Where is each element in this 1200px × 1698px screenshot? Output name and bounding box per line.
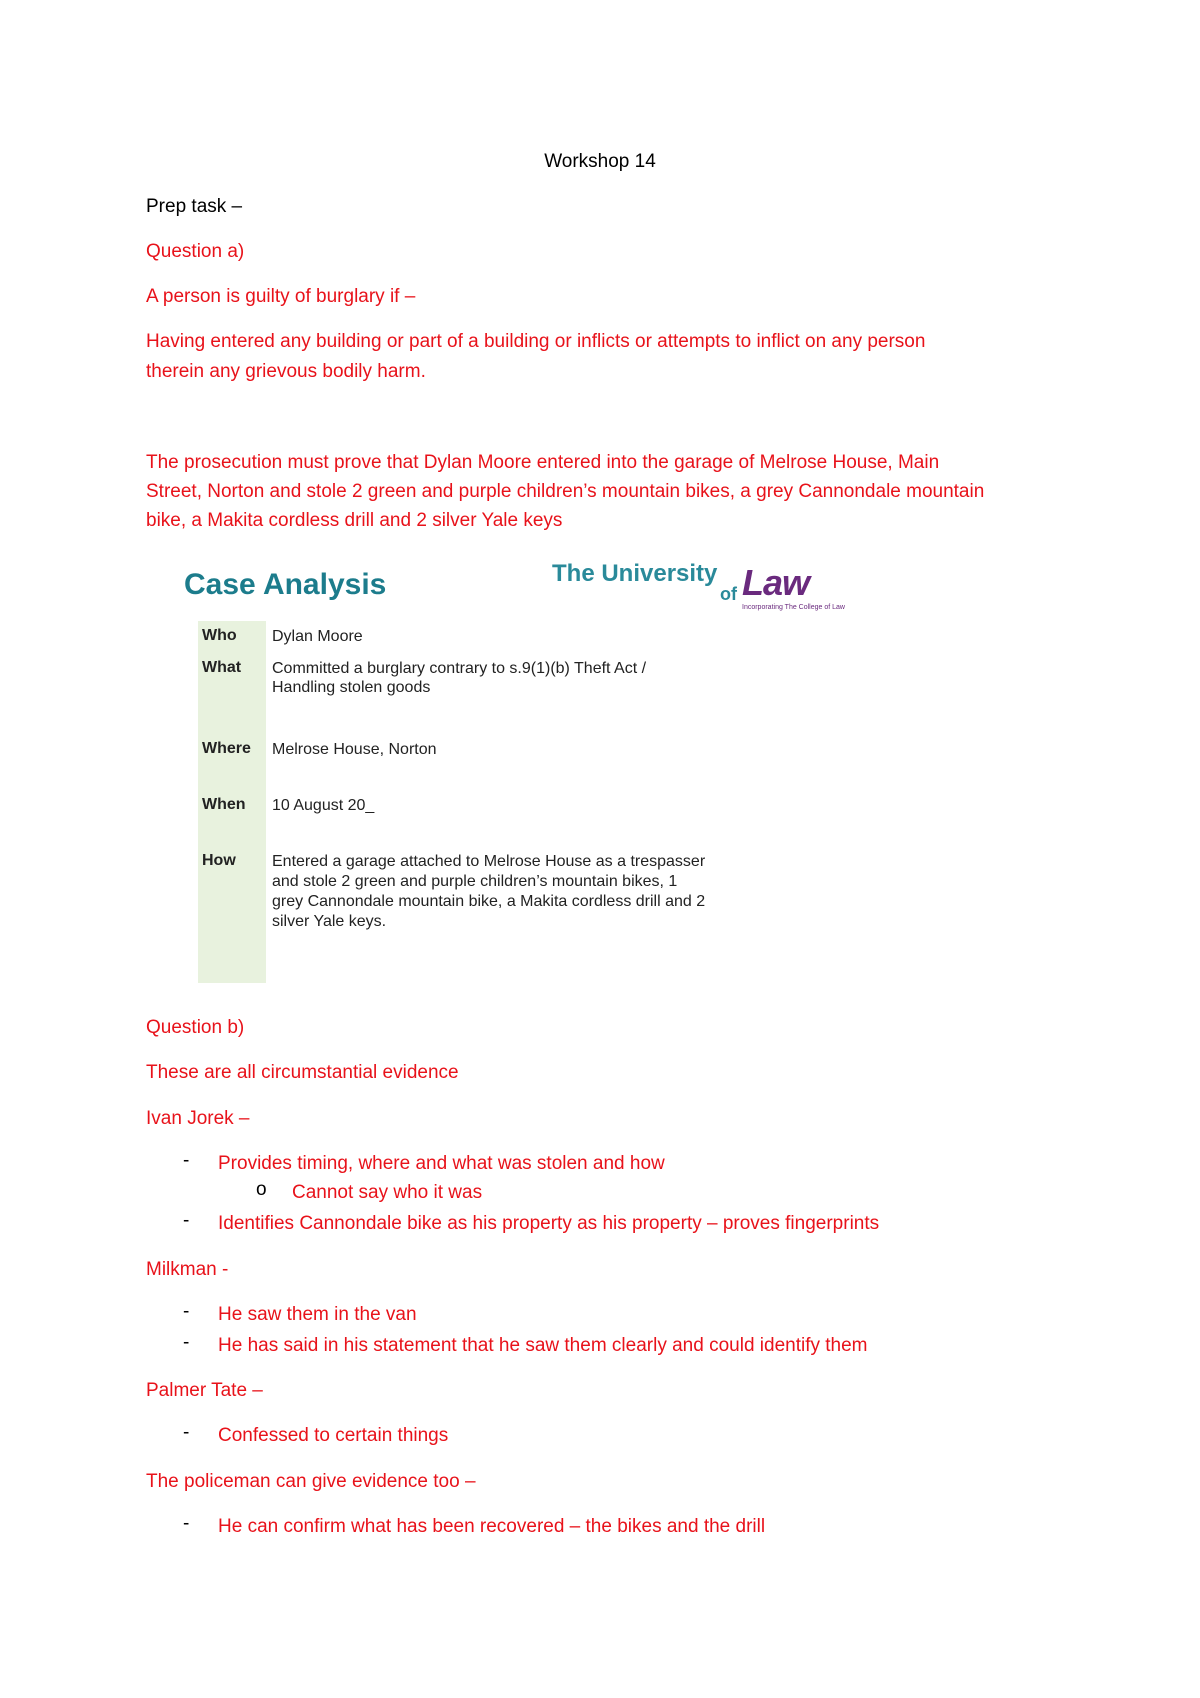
ivan-bullet-1: Provides timing, where and what was stolen and how (218, 1153, 665, 1174)
bullet: - (183, 1301, 190, 1322)
ivan-sub-bullet-1: Cannot say who it was (292, 1182, 483, 1203)
who-label: Who (202, 627, 237, 644)
question-a-heading: Question a) (146, 241, 245, 262)
how-value-line-3: grey Cannondale mountain bike, a Makita cordless drill and 2 (272, 893, 706, 910)
palmer-heading: Palmer Tate – (146, 1380, 263, 1401)
where-value: Melrose House, Norton (272, 741, 437, 758)
what-value-line-2: Handling stolen goods (272, 679, 431, 696)
milkman-bullet-1: He saw them in the van (218, 1304, 417, 1325)
prep-task-heading: Prep task – (146, 196, 243, 217)
prosecution-line-2: Street, Norton and stole 2 green and purple children’s mountain bikes, a grey Cannondale mountain (146, 481, 985, 502)
how-value-line-1: Entered a garage attached to Melrose House as a trespasser (272, 853, 706, 870)
ivan-bullet-2: Identifies Cannondale bike as his property as his property – proves fingerprints (218, 1213, 880, 1234)
what-label: What (202, 659, 242, 676)
burglary-definition-line-1: Having entered any building or part of a building or inflicts or attempts to inflict on any person (146, 331, 926, 352)
prosecution-line-1: The prosecution must prove that Dylan Moore entered into the garage of Melrose House, Main (146, 452, 940, 473)
milkman-bullet-2: He has said in his statement that he saw them clearly and could identify them (218, 1335, 868, 1356)
how-value-line-2: and stole 2 green and purple children’s mountain bikes, 1 (272, 873, 678, 890)
how-label: How (202, 852, 236, 869)
university-of-law-logo: The University of Law Incorporating The College of Law (552, 560, 845, 611)
palmer-bullet-1: Confessed to certain things (218, 1425, 449, 1446)
when-value: 10 August 20_ (272, 797, 375, 814)
circumstantial-text: These are all circumstantial evidence (146, 1062, 459, 1083)
bullet: - (183, 1332, 190, 1353)
prosecution-line-3: bike, a Makita cordless drill and 2 silver Yale keys (146, 510, 563, 531)
bullet: - (183, 1150, 190, 1171)
question-b-heading: Question b) (146, 1017, 245, 1038)
burglary-definition-line-2: therein any grievous bodily harm. (146, 361, 426, 382)
case-analysis-title: Case Analysis (184, 568, 387, 601)
when-label: When (202, 796, 246, 813)
policeman-bullet-1: He can confirm what has been recovered – the bikes and the drill (218, 1516, 766, 1537)
milkman-heading: Milkman - (146, 1259, 229, 1280)
where-label: Where (202, 740, 251, 757)
ivan-heading: Ivan Jorek – (146, 1108, 250, 1129)
bullet: - (183, 1210, 190, 1231)
case-analysis-image (184, 558, 884, 988)
who-value: Dylan Moore (272, 628, 363, 645)
how-value-line-4: silver Yale keys. (272, 913, 387, 930)
document-title: Workshop 14 (544, 151, 656, 172)
burglary-intro: A person is guilty of burglary if – (146, 286, 416, 307)
bullet: - (183, 1513, 190, 1534)
sub-bullet: o (256, 1179, 267, 1200)
bullet: - (183, 1422, 190, 1443)
what-value-line-1: Committed a burglary contrary to s.9(1)(b) Theft Act / (272, 660, 647, 677)
policeman-heading: The policeman can give evidence too – (146, 1471, 476, 1492)
